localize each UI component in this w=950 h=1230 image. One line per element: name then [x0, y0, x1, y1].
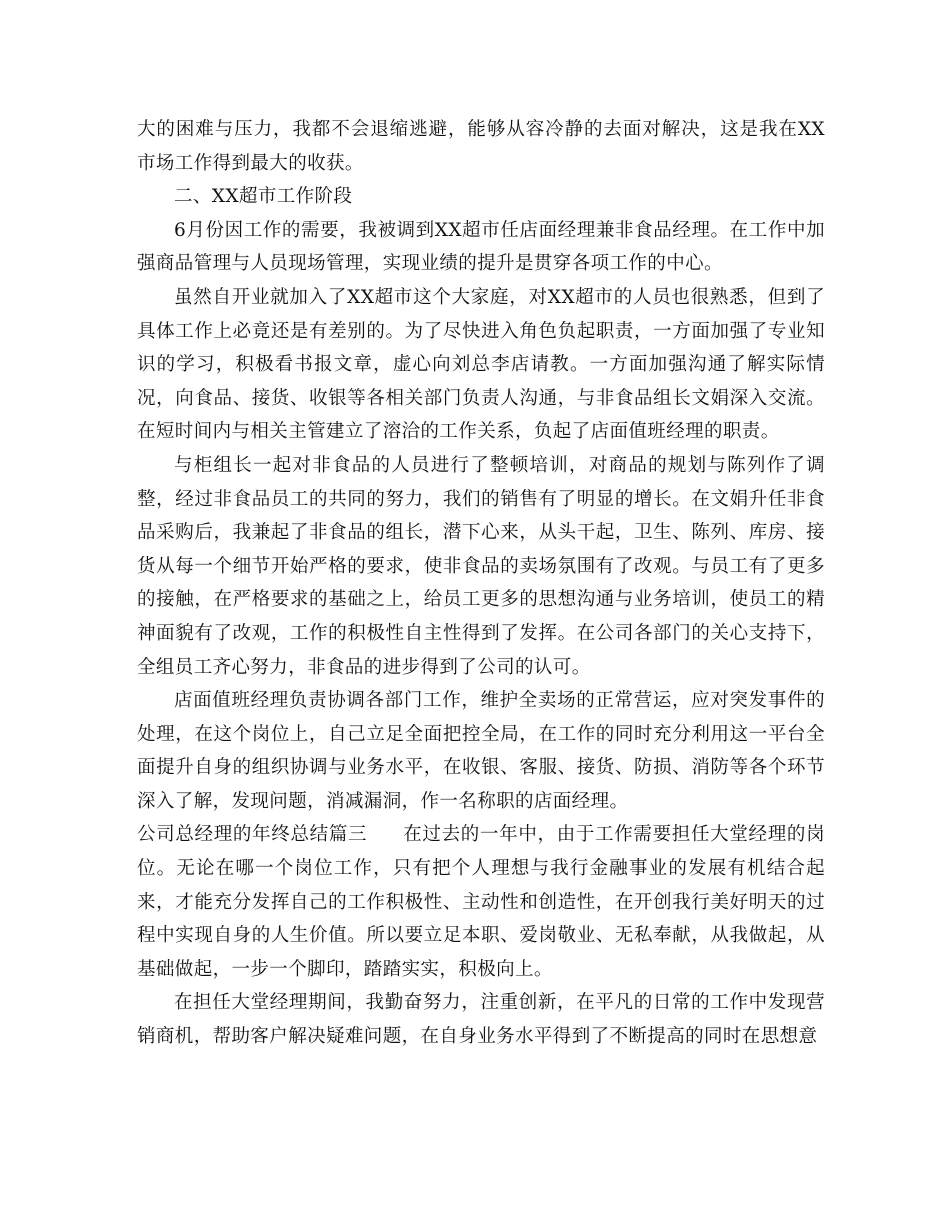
paragraph: 与柜组长一起对非食品的人员进行了整顿培训，对商品的规划与陈列作了调整，经过非食品员工的共同的努力，我们的销售有了明显的增长。在文娟升任非食品采购后，我兼起了非食品的组长，潜下心来，从头干起，卫生、陈列、库房、接货从每一个细节开始严格的要求，使非食品的卖场氛围有了改观。与员工有了更多的接触，在严格要求的基础之上，给员工更多的思想沟通与业务培训，使员工的精神面貌有了改观，工作的积极性自主性得到了发挥。在公司各部门的关心支持下，全组员工齐心努力，非食品的进步得到了公司的认可。 — [137, 454, 825, 678]
paragraph: 6月份因工作的需要，我被调到XX超市任店面经理兼非食品经理。在工作中加强商品管理与人员现场管理，实现业绩的提升是贯穿各项工作的中心。 — [137, 219, 825, 275]
section-subheading: 二、XX超市工作阶段 — [174, 186, 353, 208]
paragraph: 虽然自开业就加入了XX超市这个大家庭，对XX超市的人员也很熟悉，但到了具体工作上必竟还是有差别的。为了尽快进入角色负起职责，一方面加强了专业知识的学习，积极看书报文章，虚心向刘总李店请教。一方面加强沟通了解实际情况，向食品、接货、收银等各相关部门负责人沟通，与非食品组长文娟深入交流。在短时间内与相关主管建立了溶洽的工作关系，负起了店面值班经理的职责。 — [137, 286, 825, 443]
paragraph-continuation: 大的困难与压力，我都不会退缩逃避，能够从容冷静的去面对解决，这是我在XX市场工作得到最大的收获。 — [137, 119, 825, 174]
section-first-text: 在过去的一年中，由于工作需要担任大堂经理的岗位。无论在哪一个岗位工作，只有把个人理想与我行金融事业的发展有机结合起来，才能充分发挥自己的工作积极性、主动性和创造性，在开创我行美好明天的过程中实现自身的人生价值。所以要立足本职、爱岗敬业、无私奉献，从我做起，从基础做起，一步一个脚印，踏踏实实，积极向上。 — [137, 824, 825, 980]
section-heading: 公司总经理的年终总结篇三 — [137, 824, 368, 846]
section-start-paragraph — [137, 818, 825, 986]
paragraph-last: 在担任大堂经理期间，我勤奋努力，注重创新，在平凡的日常的工作中发现营销商机，帮助客户解决疑难问题，在自身业务水平得到了不断提高的同时在思想意 — [137, 992, 825, 1048]
document-body — [137, 113, 825, 1054]
paragraph: 店面值班经理负责协调各部门工作，维护全卖场的正常营运，应对突发事件的处理，在这个岗位上，自己立足全面把控全局，在工作的同时充分利用这一平台全面提升自身的组织协调与业务水平，在收银、客服、接货、防损、消防等各个环节深入了解，发现问题，消减漏洞，作一名称职的店面经理。 — [137, 690, 825, 812]
